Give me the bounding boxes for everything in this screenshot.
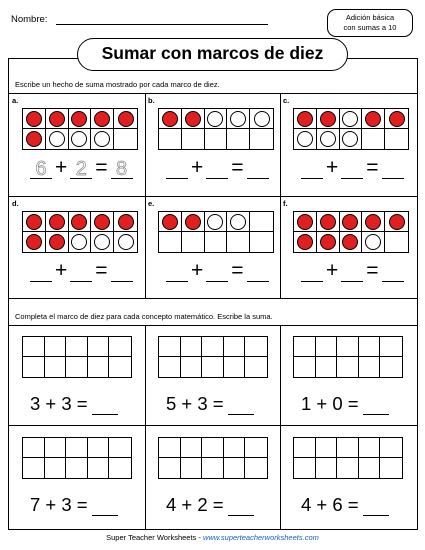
sum-blank[interactable] (363, 397, 389, 415)
ten-frame (22, 211, 138, 253)
ten-frame-cell (46, 232, 69, 252)
empty-ten-frame[interactable] (22, 437, 132, 479)
topic-line-2: con sumas a 10 (343, 23, 397, 32)
red-counter (26, 111, 42, 127)
ten-frame-cell (385, 212, 408, 232)
ten-frame-cell (385, 232, 408, 252)
answer-blank[interactable] (111, 260, 133, 282)
ten-frame-cell (114, 129, 137, 149)
ten-frame (22, 108, 138, 150)
ten-frame-cell[interactable] (359, 357, 381, 377)
ten-frame-cell (69, 232, 92, 252)
answer-blank[interactable] (382, 157, 404, 179)
ten-frame-cell[interactable] (23, 357, 45, 377)
equals-sign: = (231, 156, 244, 179)
empty-counter (320, 131, 336, 147)
ten-frame-cell[interactable] (359, 337, 381, 357)
part2-col-divider-2 (280, 325, 281, 530)
red-counter (320, 214, 336, 230)
ten-frame-cell (159, 129, 182, 149)
red-counter (162, 111, 178, 127)
empty-ten-frame[interactable] (22, 336, 132, 378)
ten-frame-cell[interactable] (337, 438, 359, 458)
red-counter (297, 214, 313, 230)
red-counter (26, 234, 42, 250)
ten-frame-cell (340, 212, 363, 232)
ten-frame-cell (340, 129, 363, 149)
part1-instruction: Escribe un hecho de suma mostrado por cada marco de diez. (15, 80, 220, 89)
answer-blank[interactable] (30, 260, 52, 282)
ten-frame-cell[interactable] (316, 458, 338, 478)
example-digit: 2 (75, 158, 87, 180)
ten-frame-cell (385, 129, 408, 149)
ten-frame-cell[interactable] (181, 357, 203, 377)
ten-frame-cell (227, 232, 250, 252)
ten-frame-cell[interactable] (380, 357, 402, 377)
empty-counter (49, 131, 65, 147)
ten-frame-cell[interactable] (380, 337, 402, 357)
addition-expression: 7 + 3 = (30, 494, 88, 515)
empty-counter (71, 234, 87, 250)
ten-frame-cell (294, 129, 317, 149)
ten-frame-cell (317, 232, 340, 252)
ten-frame-cell (182, 212, 205, 232)
empty-counter (365, 234, 381, 250)
red-counter (320, 111, 336, 127)
red-counter (297, 234, 313, 250)
footer-link[interactable]: www.superteacherworksheets.com (202, 533, 319, 542)
ten-frame-cell[interactable] (294, 337, 316, 357)
part2-top-divider (8, 325, 418, 326)
ten-frame-cell[interactable] (88, 458, 110, 478)
ten-frame (158, 108, 274, 150)
ten-frame-cell[interactable] (181, 438, 203, 458)
problem-letter: b. (148, 96, 155, 105)
ten-frame-cell (317, 109, 340, 129)
part2-instruction: Completa el marco de diez para cada concepto matemático. Escribe la suma. (15, 312, 273, 321)
ten-frame-cell[interactable] (245, 357, 267, 377)
part2-mid-divider (8, 425, 418, 426)
addition-expression: 4 + 2 = (166, 494, 224, 515)
red-counter (342, 234, 358, 250)
ten-frame-cell[interactable] (224, 458, 246, 478)
ten-frame-cell (362, 129, 385, 149)
ten-frame-cell[interactable] (45, 438, 67, 458)
empty-counter (207, 111, 223, 127)
ten-frame-cell[interactable] (202, 438, 224, 458)
answer-blank[interactable] (30, 157, 52, 179)
ten-frame-cell[interactable] (294, 357, 316, 377)
ten-frame-cell (317, 129, 340, 149)
ten-frame-cell (385, 109, 408, 129)
equals-sign: = (366, 156, 379, 179)
ten-frame-cell[interactable] (88, 357, 110, 377)
ten-frame-cell (250, 109, 273, 129)
ten-frame-cell (23, 212, 46, 232)
empty-counter (342, 131, 358, 147)
red-counter (71, 214, 87, 230)
ten-frame-cell[interactable] (159, 458, 181, 478)
empty-counter (207, 214, 223, 230)
sum-blank[interactable] (228, 498, 254, 516)
part1-col-divider-2 (280, 93, 281, 298)
ten-frame-cell (227, 212, 250, 232)
red-counter (26, 214, 42, 230)
ten-frame-cell (294, 212, 317, 232)
ten-frame-cell (205, 129, 228, 149)
ten-frame-cell[interactable] (245, 458, 267, 478)
ten-frame-cell[interactable] (66, 337, 88, 357)
ten-frame-cell (23, 232, 46, 252)
part1-bottom-divider (8, 298, 418, 299)
ten-frame-cell[interactable] (181, 458, 203, 478)
ten-frame-cell[interactable] (245, 438, 267, 458)
equals-sign: = (231, 259, 244, 282)
addition-sentence (30, 157, 133, 179)
ten-frame-cell[interactable] (316, 337, 338, 357)
ten-frame-cell[interactable] (45, 458, 67, 478)
ten-frame-cell[interactable] (359, 458, 381, 478)
ten-frame-cell[interactable] (202, 458, 224, 478)
problem-letter: e. (148, 199, 155, 208)
problem-letter: a. (12, 96, 19, 105)
addition-sentence (301, 157, 404, 179)
addition-expression: 3 + 3 = (30, 393, 88, 414)
ten-frame-cell (227, 129, 250, 149)
name-label: Nombre: (11, 14, 48, 25)
ten-frame-cell (91, 232, 114, 252)
ten-frame-cell[interactable] (159, 337, 181, 357)
ten-frame-cell[interactable] (66, 458, 88, 478)
answer-blank[interactable] (166, 260, 188, 282)
ten-frame-cell (362, 212, 385, 232)
ten-frame-cell[interactable] (224, 337, 246, 357)
ten-frame-cell (250, 212, 273, 232)
ten-frame-cell (91, 212, 114, 232)
ten-frame-cell[interactable] (224, 357, 246, 377)
ten-frame-cell (340, 232, 363, 252)
ten-frame-cell[interactable] (337, 357, 359, 377)
ten-frame-cell (23, 109, 46, 129)
empty-counter (342, 111, 358, 127)
red-counter (185, 111, 201, 127)
equals-sign: = (95, 259, 108, 282)
ten-frame-cell[interactable] (245, 337, 267, 357)
plus-sign: + (326, 259, 339, 282)
footer-brand: Super Teacher Worksheets - (106, 533, 203, 542)
red-counter (389, 214, 405, 230)
sum-blank[interactable] (92, 397, 118, 415)
sum-blank[interactable] (92, 498, 118, 516)
ten-frame-cell (91, 129, 114, 149)
ten-frame-cell (362, 232, 385, 252)
ten-frame-cell[interactable] (316, 438, 338, 458)
addition-problem (301, 393, 389, 415)
answer-blank[interactable] (341, 157, 363, 179)
ten-frame-cell (250, 129, 273, 149)
addition-expression: 4 + 6 = (301, 494, 359, 515)
ten-frame-cell (205, 232, 228, 252)
ten-frame-cell (182, 232, 205, 252)
ten-frame-cell[interactable] (23, 337, 45, 357)
red-counter (49, 111, 65, 127)
ten-frame-cell[interactable] (66, 438, 88, 458)
ten-frame (293, 108, 409, 150)
addition-sentence (30, 260, 133, 282)
ten-frame-cell[interactable] (45, 337, 67, 357)
empty-ten-frame[interactable] (158, 437, 268, 479)
ten-frame-cell (317, 212, 340, 232)
ten-frame-cell (205, 212, 228, 232)
problem-letter: c. (283, 96, 290, 105)
answer-blank[interactable] (301, 260, 323, 282)
answer-blank[interactable] (166, 157, 188, 179)
plus-sign: + (191, 156, 204, 179)
ten-frame-cell[interactable] (380, 458, 402, 478)
part1-top-divider (8, 93, 418, 94)
sum-blank[interactable] (228, 397, 254, 415)
ten-frame-cell (182, 109, 205, 129)
red-counter (297, 111, 313, 127)
empty-counter (230, 214, 246, 230)
topic-line-1: Adición básica (345, 13, 395, 22)
ten-frame-cell[interactable] (202, 337, 224, 357)
empty-counter (71, 131, 87, 147)
ten-frame-cell (182, 129, 205, 149)
ten-frame-cell[interactable] (294, 438, 316, 458)
ten-frame-cell[interactable] (109, 357, 131, 377)
problem-letter: f. (283, 199, 288, 208)
answer-blank[interactable] (70, 260, 92, 282)
plus-sign: + (326, 156, 339, 179)
red-counter (49, 214, 65, 230)
ten-frame-cell (227, 109, 250, 129)
red-counter (365, 111, 381, 127)
ten-frame (293, 211, 409, 253)
empty-ten-frame[interactable] (293, 336, 403, 378)
answer-blank[interactable] (247, 157, 269, 179)
name-line (56, 24, 268, 25)
ten-frame-cell (114, 232, 137, 252)
red-counter (118, 111, 134, 127)
red-counter (118, 214, 134, 230)
ten-frame-cell[interactable] (66, 357, 88, 377)
ten-frame-cell[interactable] (380, 438, 402, 458)
red-counter (365, 214, 381, 230)
ten-frame-cell[interactable] (337, 458, 359, 478)
red-counter (94, 214, 110, 230)
red-counter (162, 214, 178, 230)
red-counter (94, 111, 110, 127)
answer-blank[interactable] (70, 157, 92, 179)
plus-sign: + (55, 156, 68, 179)
part2-col-divider-1 (145, 325, 146, 530)
plus-sign: + (191, 259, 204, 282)
answer-blank[interactable] (111, 157, 133, 179)
addition-expression: 5 + 3 = (166, 393, 224, 414)
red-counter (320, 234, 336, 250)
ten-frame-cell[interactable] (45, 357, 67, 377)
equals-sign: = (95, 156, 108, 179)
ten-frame-cell (114, 212, 137, 232)
ten-frame-cell (69, 129, 92, 149)
ten-frame-cell (159, 109, 182, 129)
ten-frame-cell[interactable] (159, 438, 181, 458)
ten-frame-cell[interactable] (109, 458, 131, 478)
ten-frame-cell[interactable] (202, 357, 224, 377)
red-counter (26, 131, 42, 147)
sum-blank[interactable] (363, 498, 389, 516)
addition-sentence (166, 260, 269, 282)
red-counter (389, 111, 405, 127)
ten-frame-cell[interactable] (337, 337, 359, 357)
ten-frame-cell (46, 212, 69, 232)
ten-frame-cell (340, 109, 363, 129)
topic-badge (327, 9, 413, 37)
ten-frame-cell[interactable] (109, 438, 131, 458)
addition-problem (30, 494, 118, 516)
empty-counter (297, 131, 313, 147)
addition-problem (30, 393, 118, 415)
ten-frame-cell[interactable] (224, 438, 246, 458)
ten-frame-cell (294, 232, 317, 252)
answer-blank[interactable] (247, 260, 269, 282)
problem-letter: d. (12, 199, 19, 208)
addition-problem (301, 494, 389, 516)
ten-frame (158, 211, 274, 253)
ten-frame-cell (91, 109, 114, 129)
ten-frame-cell (159, 212, 182, 232)
ten-frame-cell[interactable] (359, 438, 381, 458)
ten-frame-cell[interactable] (23, 458, 45, 478)
addition-problem (166, 494, 254, 516)
answer-blank[interactable] (341, 260, 363, 282)
red-counter (71, 111, 87, 127)
answer-blank[interactable] (206, 260, 228, 282)
red-counter (342, 214, 358, 230)
empty-counter (94, 131, 110, 147)
ten-frame-cell (114, 109, 137, 129)
ten-frame-cell[interactable] (294, 458, 316, 478)
ten-frame-cell (23, 129, 46, 149)
addition-expression: 1 + 0 = (301, 393, 359, 414)
ten-frame-cell[interactable] (316, 357, 338, 377)
ten-frame-cell (69, 109, 92, 129)
ten-frame-cell (205, 109, 228, 129)
plus-sign: + (55, 259, 68, 282)
equals-sign: = (366, 259, 379, 282)
example-digit: 6 (35, 158, 47, 180)
ten-frame-cell (69, 212, 92, 232)
ten-frame-cell[interactable] (88, 337, 110, 357)
page-title: Sumar con marcos de diez (77, 38, 348, 71)
example-digit: 8 (115, 158, 128, 180)
addition-sentence (166, 157, 269, 179)
ten-frame-cell (46, 109, 69, 129)
answer-blank[interactable] (301, 157, 323, 179)
answer-blank[interactable] (206, 157, 228, 179)
ten-frame-cell (46, 129, 69, 149)
addition-problem (166, 393, 254, 415)
ten-frame-cell[interactable] (88, 438, 110, 458)
ten-frame-cell (294, 109, 317, 129)
ten-frame-cell[interactable] (159, 357, 181, 377)
empty-counter (230, 111, 246, 127)
red-counter (49, 234, 65, 250)
ten-frame-cell (250, 232, 273, 252)
empty-ten-frame[interactable] (293, 437, 403, 479)
ten-frame-cell[interactable] (109, 337, 131, 357)
answer-blank[interactable] (382, 260, 404, 282)
empty-ten-frame[interactable] (158, 336, 268, 378)
ten-frame-cell (362, 109, 385, 129)
part1-mid-divider (8, 196, 418, 197)
addition-sentence (301, 260, 404, 282)
red-counter (185, 214, 201, 230)
ten-frame-cell (159, 232, 182, 252)
ten-frame-cell[interactable] (23, 438, 45, 458)
part1-col-divider-1 (145, 93, 146, 298)
ten-frame-cell[interactable] (181, 337, 203, 357)
empty-counter (118, 234, 134, 250)
footer (0, 533, 425, 542)
empty-counter (94, 234, 110, 250)
empty-counter (254, 111, 270, 127)
